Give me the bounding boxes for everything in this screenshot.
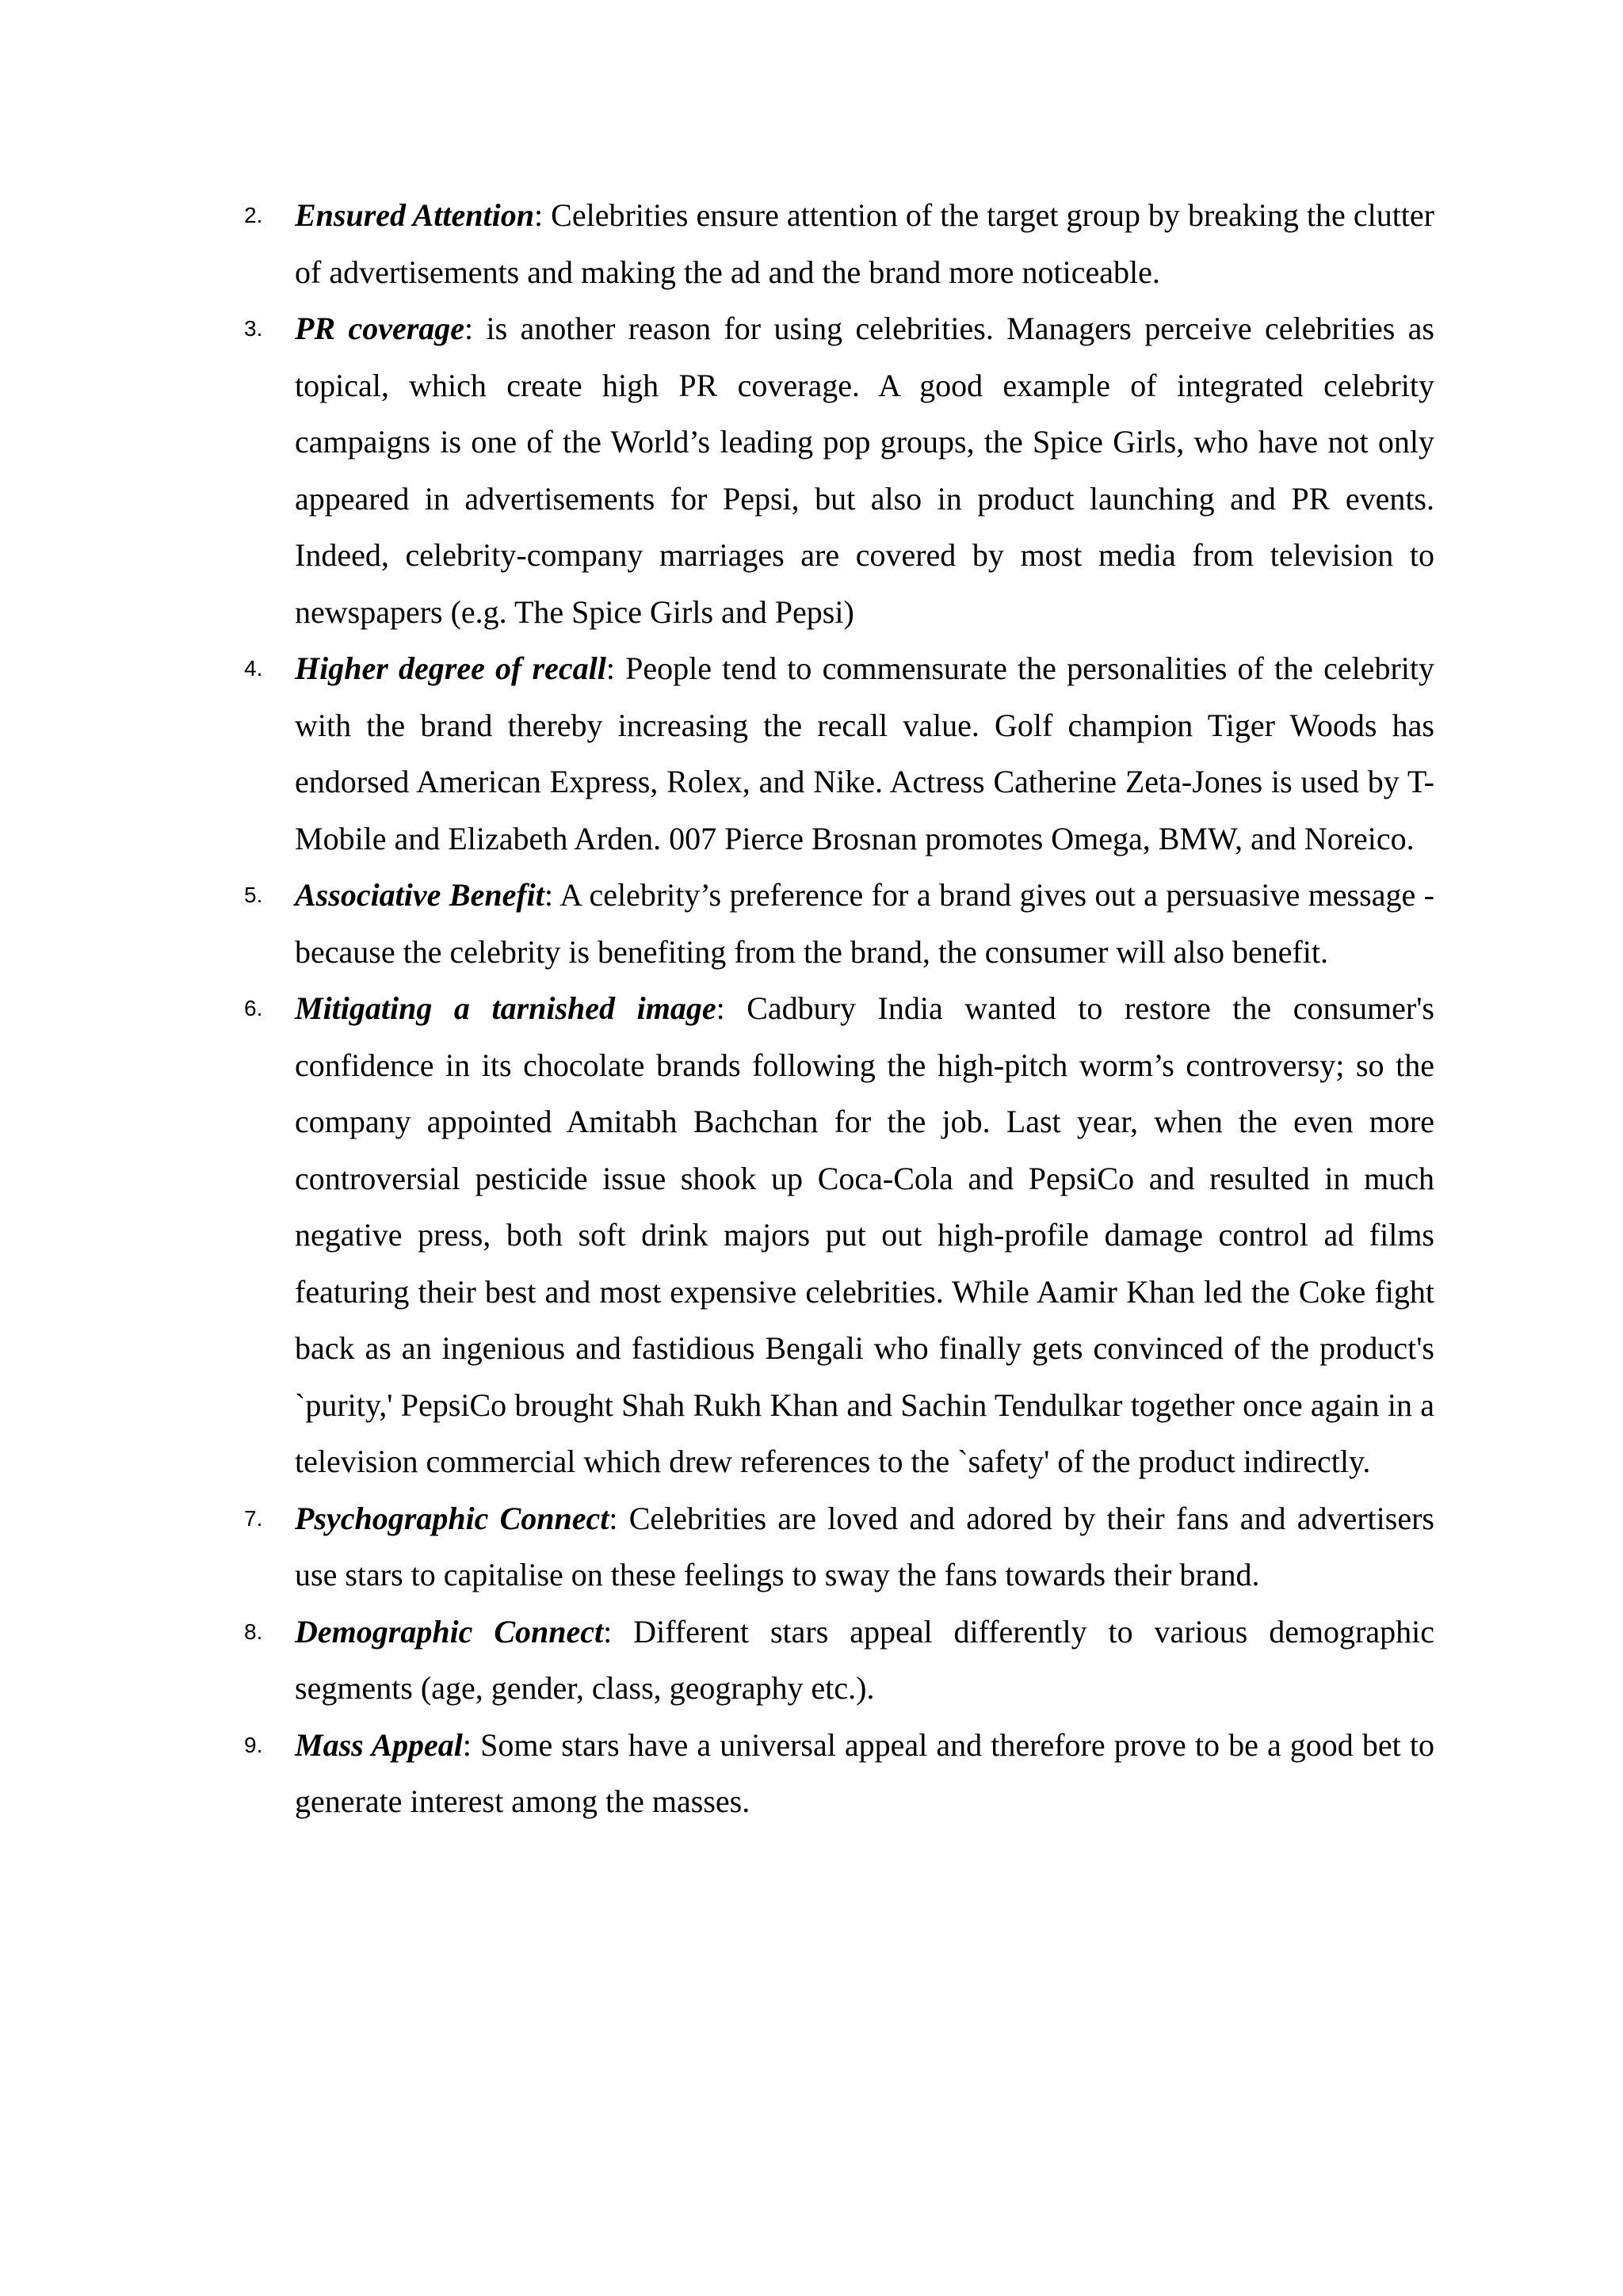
list-item-term: Demographic Connect xyxy=(295,1613,604,1650)
list-item-text xyxy=(295,1490,1434,1604)
list-item-body: : Celebrities ensure attention of the target group by breaking the clutter of advertisements and making the ad and the brand more noticeable. xyxy=(295,197,1434,290)
list-item-6 xyxy=(0,980,1623,1490)
list-item-text xyxy=(295,980,1434,1490)
list-item-8 xyxy=(0,1604,1623,1717)
list-item-term: Higher degree of recall xyxy=(295,650,606,686)
list-item-term: Psychographic Connect xyxy=(295,1500,609,1536)
list-item-2 xyxy=(0,187,1623,300)
list-item-term: Mitigating a tarnished image xyxy=(295,990,716,1026)
list-item-text xyxy=(295,1604,1434,1717)
list-number: 5. xyxy=(244,883,263,907)
list-item-body: : Different stars appeal differently to various demographic segments (age, gender, class, geography etc.). xyxy=(295,1613,1434,1706)
list-item-5 xyxy=(0,867,1623,980)
list-item-3 xyxy=(0,300,1623,640)
numbered-list xyxy=(0,187,1623,1830)
list-item-body: : Some stars have a universal appeal and therefore prove to be a good bet to generate interest among the masses. xyxy=(295,1726,1434,1819)
list-item-body: : Celebrities are loved and adored by their fans and advertisers use stars to capitalise on these feelings to sway the fans towards their brand. xyxy=(295,1500,1434,1592)
list-item-text xyxy=(295,300,1434,640)
list-number: 6. xyxy=(244,996,263,1020)
list-item-term: Mass Appeal xyxy=(295,1726,463,1763)
list-item-body: : Cadbury India wanted to restore the consumer's confidence in its chocolate brands following the high-pitch worm’s controversy; so the company appointed Amitabh Bachchan for the job. Last year, when the even more controversial pesticide issue shook up Coca-Cola and PepsiCo and resulted in much negative press, both soft drink majors put out high-profile damage control ad films featuring their best and most expensive celebrities. While Aamir Khan led the Coke fight back as an ingenious and fastidious Bengali who finally gets convinced of the product's `purity,' PepsiCo brought Shah Rukh Khan and Sachin Tendulkar together once again in a television commercial which drew references to the `safety' of the product indirectly. xyxy=(295,990,1434,1479)
list-number: 4. xyxy=(244,656,263,681)
list-number: 7. xyxy=(244,1505,263,1531)
list-number: 8. xyxy=(244,1619,263,1644)
list-number: 9. xyxy=(244,1732,263,1757)
list-item-term: PR coverage xyxy=(295,311,465,346)
list-item-term: Associative Benefit xyxy=(295,877,544,913)
list-item-body: : A celebrity’s preference for a brand gives out a persuasive message - because the celebrity is benefiting from the brand, the consumer will also benefit. xyxy=(295,877,1435,970)
list-item-body: : People tend to commensurate the personalities of the celebrity with the brand thereby increasing the recall value. Golf champion Tiger Woods has endorsed American Express, Rolex, and Nike. Actress Catherine Zeta-Jones is used by T-Mobile and Elizabeth Arden. 007 Pierce Brosnan promotes Omega, BMW, and Noreico. xyxy=(295,650,1434,856)
list-number: 3. xyxy=(244,316,263,341)
list-item-text xyxy=(295,867,1434,980)
list-item-term: Ensured Attention xyxy=(295,197,534,233)
list-item-7 xyxy=(0,1490,1623,1604)
list-item-text xyxy=(295,187,1434,300)
list-item-9 xyxy=(0,1717,1623,1830)
list-item-text xyxy=(295,1717,1434,1830)
list-item-body: : is another reason for using celebrities. Managers perceive celebrities as topical, which create high PR coverage. A good example of integrated celebrity campaigns is one of the World’s leading pop groups, the Spice Girls, who have not only appeared in advertisements for Pepsi, but also in product launching and PR events. Indeed, celebrity-company marriages are covered by most media from television to newspapers (e.g. The Spice Girls and Pepsi) xyxy=(295,311,1434,630)
list-item-text xyxy=(295,640,1434,867)
list-number: 2. xyxy=(244,203,263,227)
list-item-4 xyxy=(0,640,1623,867)
